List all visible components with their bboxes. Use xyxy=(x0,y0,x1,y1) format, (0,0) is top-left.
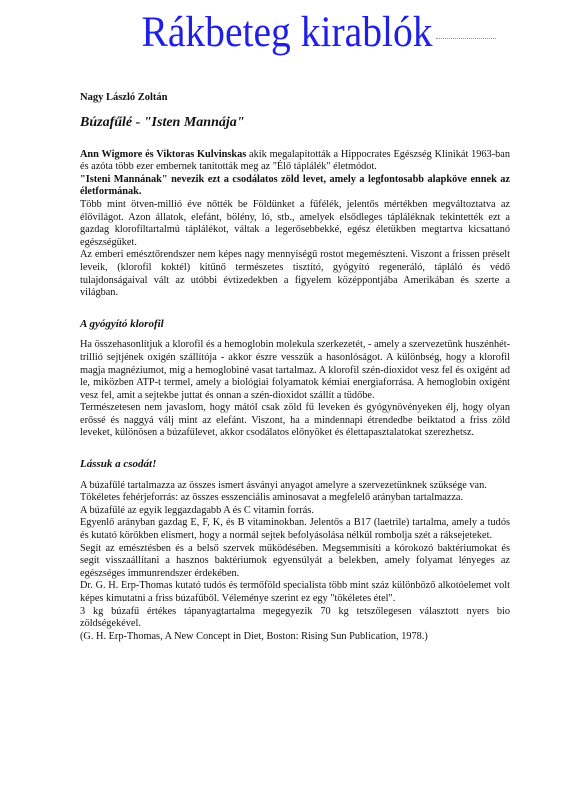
citation: (G. H. Erp-Thomas, A New Concept in Diet, Boston: Rising Sun Publication, 1978.) xyxy=(80,630,428,642)
intro-paragraph xyxy=(80,149,510,174)
miracle-line: 3 kg búzafű értékes tápanyagtartalma megegyezik 70 kg tetszőlegesen választott nyers bio zöldségekével. xyxy=(80,605,510,630)
chlorophyll-paragraph-2: Természetesen nem javaslom, hogy mától csak zöld fű leveken és gyógynövényeken élj, hogy olyan erőssé és naggyá válj mint az elefánt. Viszont, ha a mindennapi étrendedbe beiktatod a friss zöld leveket, különösen a búzafűlevet, akkor csodálatos előnyöket és élettapasztalatokat szerezhetsz. xyxy=(80,402,510,439)
chlorophyll-paragraph-1: Ha összehasonlítjuk a klorofil és a hemoglobin molekula szerkezetét, - amely a szervezetünk huszénhét-trillió sejtjének oxigén szállítója - akkor észre vesszük a hasonlóságot. A különbség, hogy a klorofil magja magnéziumot, mig a hemoglobiné vasat tartalmaz. A klorofil szén-dioxidot vesz fel és oxigént ad le, miközben ATP-t termel, amely a biológiai folyamatok kémiai energiaforrása. A hemoglobin oxigént vesz fel, amit a sejtekbe juttat és onnan a szén-dioxidot szállít a tüdőbe. xyxy=(80,339,510,401)
intro-lead-names: Ann Wigmore és Viktoras Kulvinskas xyxy=(80,148,247,160)
miracle-line: Segít az emésztésben és a belső szervek működésében. Megsemmisíti a kórokozó baktériumokat és segít visszaállítani a hasznos baktériumok egyensúlyát a belekben, amely folyamat lényeges az egészséges immunrendszer érdekében. xyxy=(80,542,510,579)
page-banner: Rákbeteg kirablók xyxy=(141,9,433,56)
article-body xyxy=(80,92,510,643)
intro-quote: "Isteni Mannának" nevezik ezt a csodálatos zöld levet, amely a legfontosabb alapköve ennek az életformának. xyxy=(80,173,510,198)
section-heading-miracle: Lássuk a csodát! xyxy=(80,458,157,471)
miracle-line: Dr. G. H. Erp-Thomas kutató tudós és termőföld specialista több mint száz különböző alkotóelemet volt képes kimutatni a friss búzafűből. Véleménye szerint ez egy "tökéletes étel". xyxy=(80,580,510,604)
miracle-line: Tökéletes fehérjeforrás: az összes esszenciális aminosavat a megfelelő arányban tartalmazza. xyxy=(80,492,464,504)
banner-dotted-rule xyxy=(436,38,496,39)
intro-paragraph-2: Több mint ötven-millió éve nőtték be Földünket a fűfélék, jelentős mértékben megváltoztatva az élővilágot. Azon állatok, elefánt, bölény, ló, stb., amelyek elsődleges tápláléknak tekintették ezt a gazdag klorofiltartalmú táplálékot, váltak a legerősebbekké, egész életükben megtartva kicsattanó egészségüket. xyxy=(80,198,510,248)
intro-paragraph-3: Az emberi emésztőrendszer nem képes nagy mennyiségű rostot megemészteni. Viszont a frissen préselt leveik, (klorofil koktél) kitűnő természetes tisztító, gyógyító regeneráló, tápláló és védő tulajdonságaival vált az utóbbi évtizedekben a figyelem középpontjába Amerikában és szerte a világban. xyxy=(80,249,510,299)
intro-lead-text: akik megalapították a Hippocrates Egészség Klinikát 1963-ban és azóta több ezer embernek tanították meg az "Élő táplálék" életmódot. xyxy=(80,148,510,173)
article-title: Búzafűlé - "Isten Mannája" xyxy=(80,114,245,130)
author-name: Nagy László Zoltán xyxy=(80,92,168,103)
miracle-line: Egyenlő arányban gazdag E, F, K, és B vitaminokban. Jelentős a B17 (laetrile) tartalma, amely a tudós és kutató körökben elismert, hogy a normál sejtek befolyásolása nélkül rombolja szét a ráksejeteket. xyxy=(80,517,510,542)
miracle-line: A búzafűlé az egyik leggazdagabb A és C vitamin forrás. xyxy=(80,504,314,516)
section-heading-chlorophyll: A gyógyító klorofil xyxy=(80,317,164,330)
miracle-line: A búzafűlé tartalmazza az összes ismert ásványi anyagot amelyre a szervezetünknek szüksége van. xyxy=(80,479,487,491)
